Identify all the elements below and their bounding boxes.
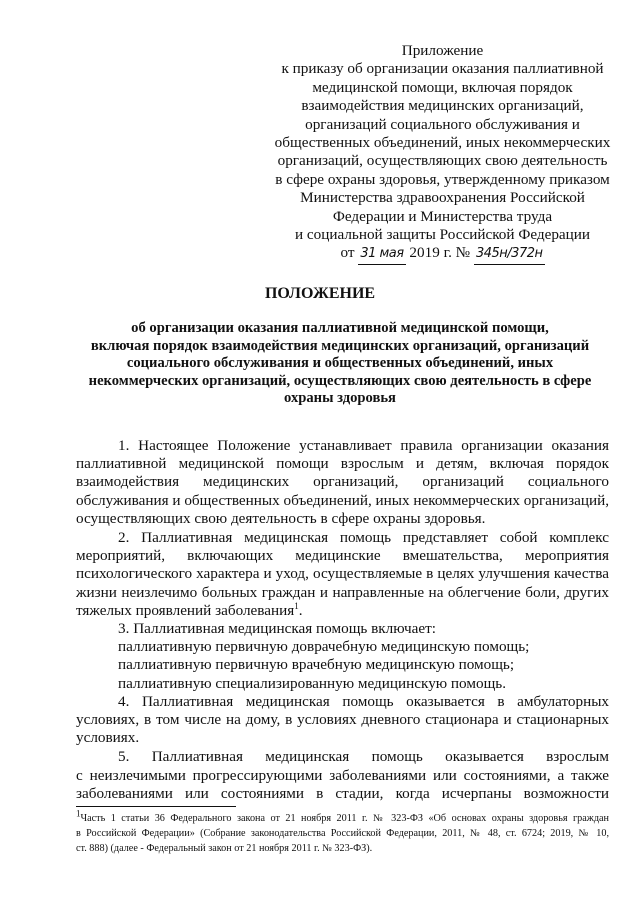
text-line: 1. Настоящее Положение устанавливает правила организации оказания — [118, 437, 609, 454]
year-number-label: 2019 г. № — [409, 244, 471, 262]
text-line: осуществляющих свою деятельность в сфере охраны здоровья. — [76, 509, 486, 527]
document-subtitle — [70, 320, 610, 408]
text-line: заболеваниями или состояниями в стадии, когда исчерпаны возможности — [76, 784, 609, 802]
appendix-line: Министерства здравоохранения Российской — [300, 189, 585, 207]
appendix-line: Федерации и Министерства труда — [332, 207, 553, 225]
subtitle-line: включая порядок взаимодействия медицинских организаций, организаций — [90, 337, 590, 354]
document-body — [76, 437, 609, 803]
appendix-line: в сфере охраны здоровья, утвержденному приказом — [275, 170, 610, 188]
appendix-header — [270, 42, 615, 265]
footnote — [76, 808, 609, 856]
handwritten-order-number: 345н/372н — [474, 245, 545, 264]
footnote-mark: 1 — [76, 808, 81, 819]
footnote-line: ст. 888) (далее - Федеральный закон от 21 ноября 2011 г. № 323-ФЗ). — [76, 843, 373, 854]
appendix-line: и социальной защиты Российской Федерации — [294, 226, 591, 244]
list-item: паллиативную специализированную медицинскую помощь. — [118, 674, 506, 692]
text-line: паллиативной медицинской помощи взрослым и детям, включая порядок — [76, 455, 609, 473]
text-line: с неизлечимыми прогрессирующими заболеваниями или состояниями, а также — [76, 766, 609, 784]
text-line: 4. Паллиативная медицинская помощь оказывается в амбулаторных — [118, 692, 609, 710]
text-line: мероприятий, включающих медицинские вмешательства, мероприятия — [76, 547, 609, 565]
paragraph-2 — [76, 529, 609, 620]
handwritten-date: 31 мая — [358, 245, 405, 264]
appendix-line: общественных объединений, иных некоммерческих — [274, 134, 611, 152]
text-line: 2. Паллиативная медицинская помощь представляет собой комплекс — [118, 529, 609, 547]
order-date-number — [270, 244, 615, 264]
appendix-line: взаимодействия медицинских организаций, — [301, 97, 584, 115]
text-line: 5. Паллиативная медицинская помощь оказывается взрослым — [118, 748, 609, 766]
appendix-line: медицинской помощи, включая порядок — [312, 78, 573, 96]
paragraph-4 — [76, 693, 609, 748]
subtitle-line: об организации оказания паллиативной медицинской помощи, — [131, 320, 549, 336]
text-fragment: Часть 1 статьи 36 Федерального закона от 21 ноября 2011 г. № 323-ФЗ «Об основах охраны здоровья граждан — [80, 813, 609, 824]
paragraph-5 — [76, 748, 609, 803]
footnote-line — [76, 808, 609, 826]
text-line: условиях, в том числе на дому, в условиях дневного стационара и стационарных — [76, 711, 609, 729]
subtitle-line: охраны здоровья — [284, 390, 396, 407]
appendix-line: организаций социального обслуживания и — [305, 115, 580, 133]
text-line: 3. Паллиативная медицинская помощь включает: — [118, 620, 436, 638]
footnote-reference[interactable]: 1 — [294, 600, 299, 611]
text-line — [76, 602, 609, 620]
subtitle-line: социального обслуживания и общественных объединений, иных — [126, 355, 554, 372]
subtitle-line: некоммерческих организаций, осуществляющих свою деятельность в сфере — [88, 372, 592, 389]
text-line: жизни неизлечимо больных граждан и направленные на облегчение боли, других — [76, 583, 609, 601]
text-line: условиях. — [76, 729, 140, 747]
paragraph-3 — [76, 620, 609, 693]
appendix-line: к приказу об организации оказания паллиативной — [281, 60, 604, 78]
footnote-divider — [76, 806, 236, 807]
list-item: паллиативную первичную доврачебную медицинскую помощь; — [118, 638, 530, 656]
appendix-line: организаций, осуществляющих свою деятельность — [277, 152, 608, 170]
text-line: психологического характера и уход, осуществляемые в целях улучшения качества — [76, 565, 609, 583]
appendix-line: Приложение — [401, 42, 484, 59]
document-title: ПОЛОЖЕНИЕ — [264, 285, 376, 302]
sentence-end: . — [298, 601, 303, 619]
footnote-line: в Российской Федерации» (Собрание законодательства Российской Федерации, 2011, № 48, ст. 6724; 2019, № 10, — [76, 828, 609, 839]
paragraph-1 — [76, 437, 609, 528]
text-fragment: тяжелых проявлений заболевания — [76, 601, 295, 619]
list-item: паллиативную первичную врачебную медицинскую помощь; — [118, 656, 515, 674]
date-prefix: от — [340, 244, 355, 262]
text-line: взаимодействия медицинских организаций, организаций социального — [76, 473, 609, 491]
text-line: обслуживания и общественных объединений, иных некоммерческих организаций, — [76, 491, 610, 509]
